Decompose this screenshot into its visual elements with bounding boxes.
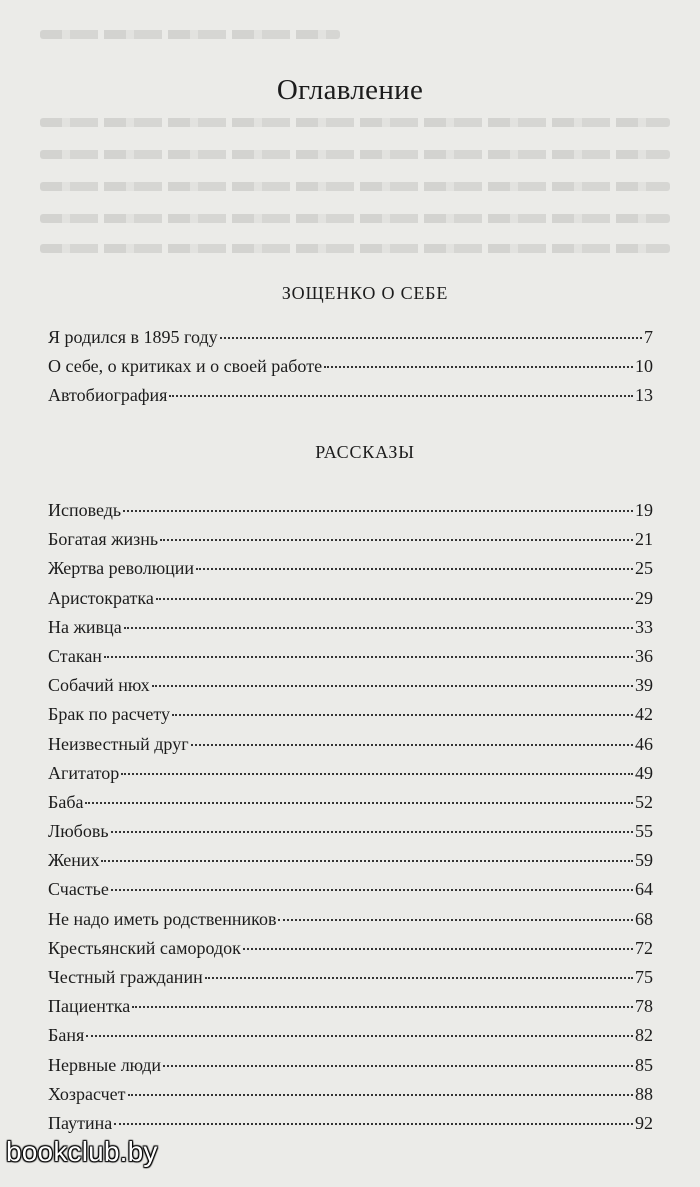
toc-entry-title: Любовь — [48, 821, 109, 842]
page-title: Оглавление — [276, 74, 424, 106]
toc-entry[interactable] — [48, 385, 653, 414]
toc-entry[interactable] — [48, 763, 653, 792]
toc-entry-page: 59 — [635, 850, 653, 871]
toc-entry-title: Счастье — [48, 879, 109, 900]
toc-entry-page: 36 — [635, 645, 653, 666]
dot-leader — [121, 773, 633, 775]
dot-leader — [114, 1123, 633, 1125]
toc-entry-page: 46 — [635, 733, 653, 754]
toc-section-stories — [48, 500, 653, 1142]
dot-leader — [123, 510, 633, 512]
dot-leader — [205, 977, 633, 979]
toc-entry-page: 13 — [635, 385, 653, 406]
toc-entry[interactable] — [48, 617, 653, 646]
toc-entry-title: Пациентка — [48, 996, 131, 1017]
toc-entry[interactable] — [48, 821, 653, 850]
dot-leader — [172, 714, 633, 716]
dot-leader — [169, 395, 633, 397]
toc-entry[interactable] — [48, 646, 653, 675]
dot-leader — [220, 337, 642, 339]
dot-leader — [156, 598, 633, 600]
toc-entry-title: Я родился в 1895 году — [48, 327, 218, 347]
toc-entry[interactable] — [48, 792, 653, 821]
dot-leader — [124, 627, 633, 629]
toc-entry-title: Собачий нюх — [48, 675, 150, 696]
toc-entry-page: 39 — [635, 675, 653, 696]
toc-entry-title: Стакан — [48, 645, 102, 666]
toc-entry[interactable] — [48, 967, 653, 996]
toc-entry-page: 49 — [635, 762, 653, 783]
toc-entry-title: Агитатор — [48, 762, 120, 783]
dot-leader — [86, 1035, 633, 1037]
toc-entry-page: 85 — [635, 1054, 653, 1075]
toc-entry-title: Аристократка — [48, 587, 154, 608]
toc-entry-title: Не надо иметь родственников — [48, 908, 277, 929]
toc-entry[interactable] — [48, 356, 653, 385]
toc-entry-page: 21 — [635, 529, 653, 550]
toc-entry-title: На живца — [48, 616, 122, 637]
toc-entry-title: Баба — [48, 791, 84, 812]
bleed-through-line — [40, 214, 670, 223]
toc-entry-title: Автобиография — [48, 385, 168, 406]
toc-entry-title: О себе, о критиках и о своей работе — [48, 356, 323, 377]
toc-entry[interactable] — [48, 704, 653, 733]
toc-entry[interactable] — [48, 327, 653, 356]
toc-entry-page: 72 — [635, 937, 653, 958]
dot-leader — [104, 656, 633, 658]
toc-entry-title: Исповедь — [48, 500, 122, 520]
toc-entry[interactable] — [48, 588, 653, 617]
toc-entry-page: 78 — [635, 996, 653, 1017]
toc-entry-page: 33 — [635, 616, 653, 637]
dot-leader — [85, 802, 633, 804]
dot-leader — [152, 685, 633, 687]
dot-leader — [111, 831, 633, 833]
toc-entry[interactable] — [48, 558, 653, 587]
toc-entry[interactable] — [48, 909, 653, 938]
toc-entry-page: 75 — [635, 967, 653, 987]
dot-leader — [191, 744, 633, 746]
toc-entry-title: Баня — [48, 1025, 85, 1046]
toc-entry[interactable] — [48, 1084, 653, 1113]
dot-leader — [196, 568, 633, 570]
section-heading-stories: РАССКАЗЫ — [315, 442, 415, 462]
toc-entry[interactable] — [48, 675, 653, 704]
toc-entry-page: 64 — [635, 879, 653, 900]
dot-leader — [163, 1065, 633, 1067]
toc-entry-title: Паутина — [48, 1112, 113, 1133]
toc-entry-page: 82 — [635, 1025, 653, 1046]
toc-entry-title: Богатая жизнь — [48, 529, 159, 550]
toc-entry-page: 7 — [644, 327, 653, 347]
bleed-through-line — [40, 244, 670, 253]
dot-leader — [132, 1006, 633, 1008]
toc-entry-page: 52 — [635, 791, 653, 812]
toc-entry[interactable] — [48, 879, 653, 908]
toc-entry[interactable] — [48, 850, 653, 879]
toc-entry[interactable] — [48, 734, 653, 763]
toc-section-about — [48, 327, 653, 415]
toc-entry-title: Брак по расчету — [48, 704, 170, 725]
toc-entry-page: 68 — [635, 908, 653, 929]
toc-entry-title: Неизвестный друг — [48, 733, 189, 754]
dot-leader — [243, 948, 633, 950]
bleed-through-line — [40, 150, 670, 159]
dot-leader — [111, 889, 633, 891]
toc-entry-title: Жених — [48, 850, 100, 871]
dot-leader — [278, 919, 633, 921]
toc-entry[interactable] — [48, 996, 653, 1025]
dot-leader — [160, 539, 633, 541]
toc-entry-title: Честный гражданин — [48, 967, 203, 987]
toc-entry-title: Хозрасчет — [48, 1083, 126, 1104]
toc-entry-page: 88 — [635, 1083, 653, 1104]
bleed-through-line — [40, 30, 340, 39]
toc-entry[interactable] — [48, 500, 653, 529]
toc-entry-title: Жертва революции — [48, 558, 195, 579]
toc-entry[interactable] — [48, 1055, 653, 1084]
toc-entry[interactable] — [48, 1025, 653, 1054]
toc-entry-page: 92 — [635, 1112, 653, 1133]
toc-entry[interactable] — [48, 938, 653, 967]
toc-entry-page: 29 — [635, 587, 653, 608]
dot-leader — [101, 860, 633, 862]
dot-leader — [324, 366, 633, 368]
toc-entry-page: 25 — [635, 558, 653, 579]
toc-entry-page: 42 — [635, 704, 653, 725]
toc-entry-page: 55 — [635, 821, 653, 842]
toc-entry-title: Крестьянский самородок — [48, 937, 241, 958]
watermark-logo: bookclub.by — [6, 1136, 158, 1167]
toc-entry-page: 19 — [635, 500, 653, 520]
section-heading-about: ЗОЩЕНКО О СЕБЕ — [281, 283, 449, 303]
toc-entry-page: 10 — [635, 356, 653, 377]
toc-entry[interactable] — [48, 529, 653, 558]
toc-entry-title: Нервные люди — [48, 1054, 162, 1075]
bleed-through-line — [40, 118, 670, 127]
dot-leader — [128, 1094, 633, 1096]
bleed-through-line — [40, 182, 670, 191]
